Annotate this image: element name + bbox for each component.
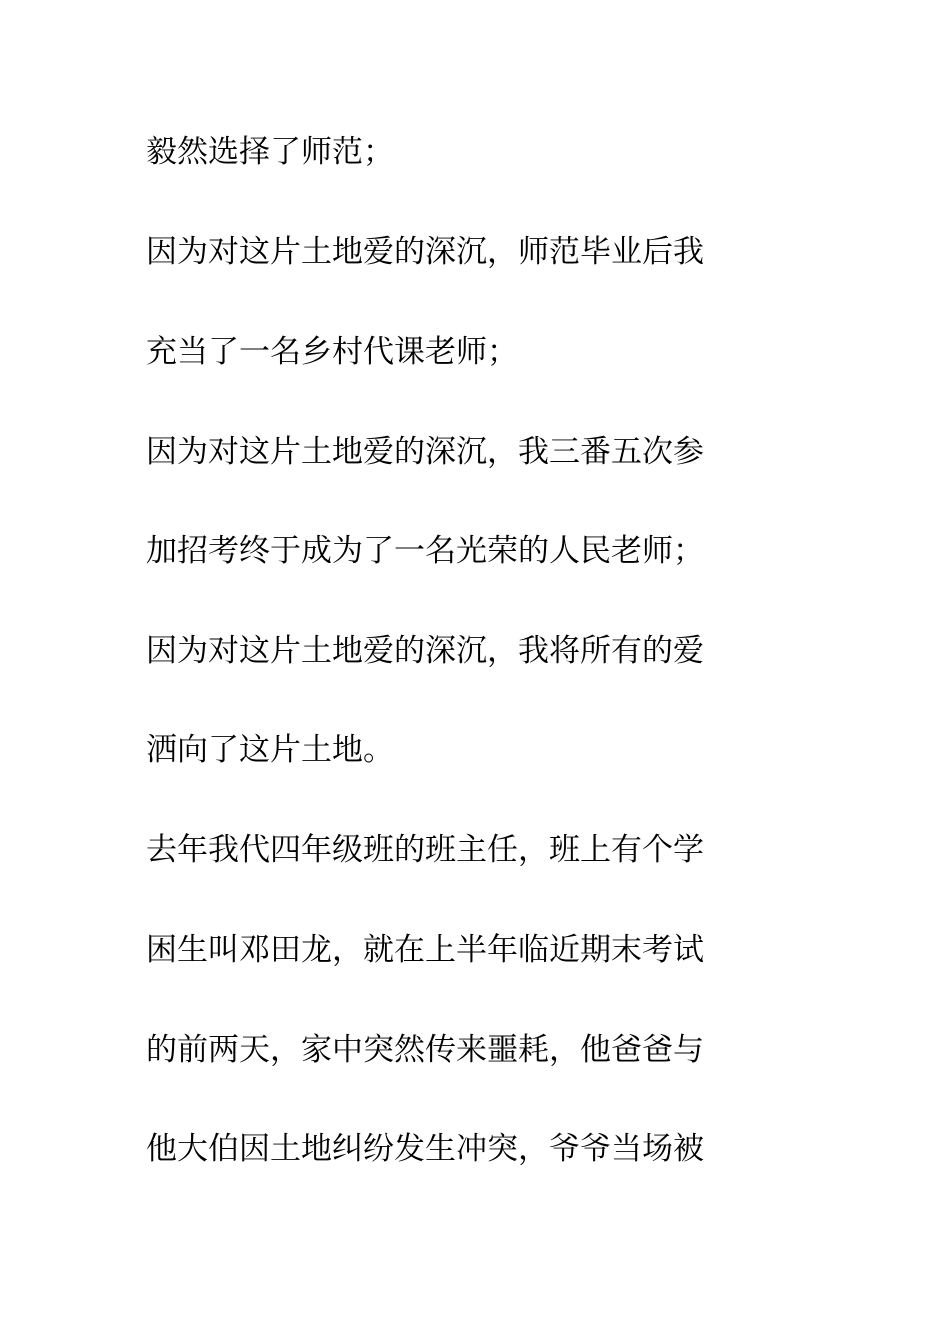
text-line-8: 去年我代四年级班的班主任，班上有个学 <box>146 832 704 868</box>
text-line-7: 洒向了这片土地。 <box>146 732 394 768</box>
text-line-6: 因为对这片土地爱的深沉，我将所有的爱 <box>146 633 704 669</box>
text-line-1: 毅然选择了师范； <box>146 134 394 170</box>
text-line-4: 因为对这片土地爱的深沉，我三番五次参 <box>146 434 704 470</box>
text-line-5: 加招考终于成为了一名光荣的人民老师； <box>146 533 704 569</box>
text-line-9: 困生叫邓田龙，就在上半年临近期末考试 <box>146 932 704 968</box>
text-line-3: 充当了一名乡村代课老师； <box>146 334 518 370</box>
text-line-11: 他大伯因土地纠纷发生冲突，爷爷当场被 <box>146 1131 704 1167</box>
text-line-2: 因为对这片土地爱的深沉，师范毕业后我 <box>146 234 704 270</box>
text-line-10: 的前两天，家中突然传来噩耗，他爸爸与 <box>146 1032 704 1068</box>
